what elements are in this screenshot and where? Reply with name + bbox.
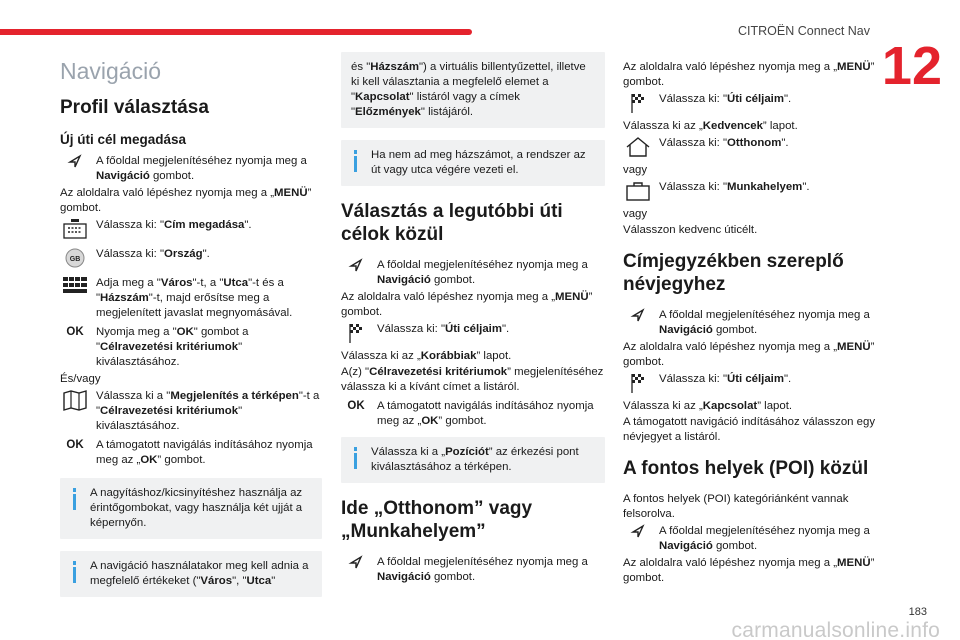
step-navigation: A főoldal megjelenítéséhez nyomja meg a Navigáció gombot.	[623, 524, 885, 554]
step-navigation: A főoldal megjelenítéséhez nyomja meg a Navigáció gombot.	[60, 154, 322, 184]
info-icon	[71, 561, 78, 583]
text-kedvenc-uticel: Válasszon kedvenc úticélt.	[623, 224, 758, 236]
text-criteria: A(z) "Célravezetési kritériumok” megjelenítéséhez válassza ki a kívánt címet a listáról.	[341, 366, 604, 393]
text-vagy: vagy	[623, 208, 648, 220]
page-number: 183	[908, 606, 927, 618]
step-orszag: GB Válassza ki: "Ország".	[60, 247, 322, 264]
navigation-arrow-icon	[60, 154, 90, 180]
chapter-number: 12	[881, 36, 942, 96]
destination-flag-icon	[623, 372, 653, 398]
info-icon	[352, 447, 359, 469]
step-ok-criteria: OK Nyomja meg a "OK" gombot a "Célravezetési kritériumok" kiválasztásához.	[60, 325, 322, 370]
keypad-grid-icon	[60, 276, 90, 302]
text-menu: Az aloldalra való lépéshez nyomja meg a „MENÜ” gombot.	[341, 291, 593, 318]
heading-uj-uti-cel: Új úti cél megadása	[60, 132, 187, 147]
info-icon	[71, 488, 78, 510]
ok-icon: OK	[347, 400, 365, 412]
info-note-values: A navigáció használatakor meg kell adnia a megfelelő értékeket ("Város", "Utca"	[60, 551, 322, 597]
step-cim-megadasa: Válassza ki: "Cím megadása".	[60, 218, 322, 235]
country-gb-icon	[60, 247, 90, 273]
step-uti-celjaim: Válassza ki: "Úti céljaim".	[341, 322, 605, 339]
navigation-arrow-icon	[341, 258, 371, 284]
text-poi-list: A fontos helyek (POI) kategóriánként vannak felsorolva.	[623, 493, 849, 520]
heading-legutobbi: Választás a legutóbbi úti célok közül	[341, 201, 563, 245]
watermark: carmanualsonline.info	[731, 619, 940, 640]
heading-otthonom: Ide „Otthonom” vagy „Munkahelyem”	[341, 498, 533, 542]
navigation-arrow-icon	[623, 524, 653, 550]
navigation-arrow-icon	[623, 308, 653, 334]
destination-flag-icon	[623, 92, 653, 118]
step-uti-celjaim: Válassza ki: "Úti céljaim".	[623, 92, 885, 109]
text-menu: Az aloldalra való lépéshez nyomja meg a „MENÜ” gombot.	[623, 557, 875, 584]
home-icon	[623, 136, 653, 162]
column-3	[623, 60, 885, 587]
text-nevjegy: A támogatott navigáció indításához válasszon egy névjegyet a listáról.	[623, 416, 876, 443]
text-korabbiak: Válassza ki az „Korábbiak” lapot.	[341, 350, 512, 362]
header-red-bar	[0, 29, 472, 35]
text-vagy: vagy	[623, 164, 648, 176]
step-navigation: A főoldal megjelenítéséhez nyomja meg a Navigáció gombot.	[623, 308, 885, 338]
step-uti-celjaim: Válassza ki: "Úti céljaim".	[623, 372, 885, 389]
text-menu: Az aloldalra való lépéshez nyomja meg a „MENÜ” gombot.	[60, 187, 312, 214]
step-otthonom: Válassza ki: "Otthonom".	[623, 136, 885, 153]
header-title: CITROËN Connect Nav	[738, 24, 870, 38]
column-1	[60, 52, 322, 609]
text-kapcsolat: Válassza ki az „Kapcsolat” lapot.	[623, 400, 793, 412]
keyboard-entry-icon	[60, 218, 90, 244]
text-es-vagy: És/vagy	[60, 373, 101, 385]
step-navigation: A főoldal megjelenítéséhez nyomja meg a Navigáció gombot.	[341, 258, 605, 288]
work-briefcase-icon	[623, 180, 653, 206]
step-navigation: A főoldal megjelenítéséhez nyomja meg a Navigáció gombot.	[341, 555, 605, 585]
section-title: Navigáció	[60, 58, 161, 84]
ok-icon: OK	[66, 439, 84, 451]
info-note-zoom: A nagyításhoz/kicsinyítéshez használja az érintőgombokat, vagy használja két ujját a képernyőn.	[60, 478, 322, 539]
ok-icon: OK	[66, 326, 84, 338]
step-varos-utca: Adja meg a "Város"-t, a "Utca"-t és a "Házszám"-t, majd erősítse meg a megjelenített javaslat megnyomásával.	[60, 276, 322, 321]
navigation-arrow-icon	[341, 555, 371, 581]
step-munkahelyem: Válassza ki: "Munkahelyem".	[623, 180, 885, 197]
info-note-housenumber: Ha nem ad meg házszámot, a rendszer az út vagy utca végére vezeti el.	[341, 140, 605, 186]
heading-poi: A fontos helyek (POI) közül	[623, 458, 869, 479]
destination-flag-icon	[341, 322, 371, 348]
text-menu: Az aloldalra való lépéshez nyomja meg a „MENÜ” gombot.	[623, 341, 875, 368]
step-ok-start: OK A támogatott navigálás indításához nyomja meg az „OK” gombot.	[60, 438, 322, 468]
text-menu: Az aloldalra való lépéshez nyomja meg a „MENÜ” gombot.	[623, 61, 875, 88]
column-2	[341, 52, 605, 587]
text-kedvencek: Válassza ki az „Kedvencek” lapot.	[623, 120, 798, 132]
info-note-values-cont: és "Házszám") a virtuális billentyűzettel, illetve ki kell választania a megfelelő elemet a "Kapcsolat" listáról vagy a címek "Előzmények" listájáról.	[341, 52, 605, 128]
info-icon	[352, 150, 359, 172]
map-icon	[60, 389, 90, 415]
info-note-position: Válassza ki a „Pozíciót” az érkezési pont kiválasztásához a térképen.	[341, 437, 605, 483]
heading-cimjegyzek: Címjegyzékben szereplő névjegyhez	[623, 251, 844, 295]
step-megjelenites-terkepen: Válassza ki a "Megjelenítés a térképen"-t a "Célravezetési kritériumok" kiválasztásához.	[60, 389, 322, 434]
heading-profil: Profil választása	[60, 97, 209, 118]
step-ok-start: OK A támogatott navigálás indításához nyomja meg az „OK” gombot.	[341, 399, 605, 429]
svg-text:GB: GB	[69, 256, 81, 263]
